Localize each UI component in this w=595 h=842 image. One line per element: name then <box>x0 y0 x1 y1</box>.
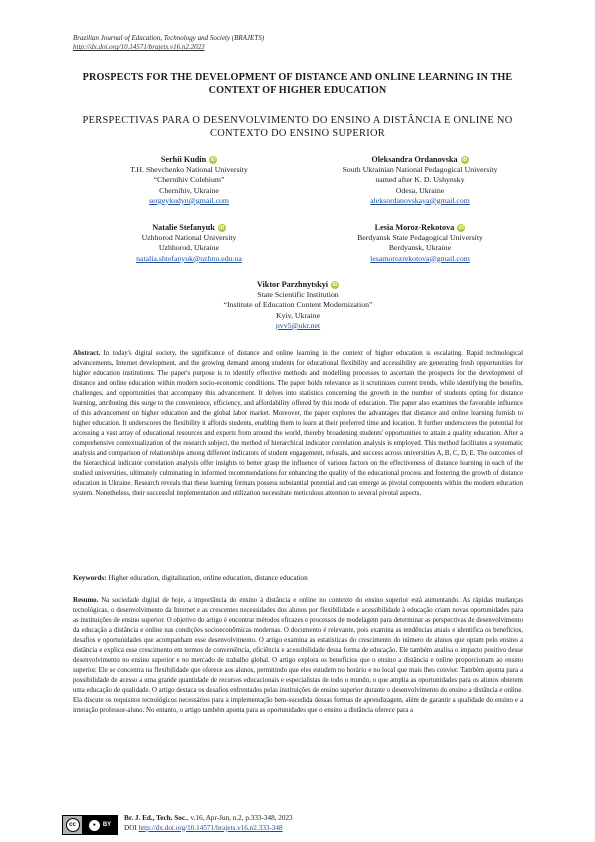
author-email-link[interactable]: pvv5@ukr.net <box>275 320 321 330</box>
author-affiliation-line: Berdyansk, Ukraine <box>388 243 452 253</box>
cc-by-icon[interactable] <box>62 815 118 835</box>
keywords-label: Keywords: <box>73 574 107 582</box>
journal-doi-link[interactable]: http://dx.doi.org/10.14571/brajets.v16.n2.2023 <box>73 43 205 51</box>
title-english: PROSPECTS FOR THE DEVELOPMENT OF DISTANCE AND ONLINE LEARNING IN THE CONTEXT OF HIGHER EDUCATION <box>82 72 513 97</box>
keywords-section <box>73 573 523 583</box>
author-affiliation-line: State Scientific Institution <box>257 290 339 300</box>
person-icon: ● <box>89 820 100 831</box>
author-affiliation-line: named after K. D. Ushynsky <box>375 175 465 185</box>
resumo-section <box>73 596 523 716</box>
author-affiliation-line: Berdyansk State Pedagogical University <box>357 233 483 243</box>
abstract-text: In today's digital society, the significance of distance and online learning in the context of higher education is escalating. Rapid technological advancements, Internet development, and the growing demand among students for educational flexibility and accessibility are generating fresh opportunities for higher education institutions. The paper's purpose is to identify effective methods and modelling processes to ascertain the prospects for the development of distance and online education within modern socio-economic conditions. The paper holds relevance as it scrutinizes current trends, while identifying the benefits, challenges, and opportunities that accompany this advancement. It delves into statistics concerning the growth in the number of students opting for distance learning, attributing this surge to the convenience, efficiency, and affordability offered by this mode of education. The paper also examines the favorable influence of this advancement on higher education and the global labor market. Moreover, the paper explores the advantages that distance and online learning furnish to higher education. It underscores the flexibility it affords students, enabling them to learn at their preferred time and location. It further underscores the potential for accessing a vast array of educational resources and experts from around the world, thereby broadening students' opportunities to attain a quality education. After a comprehensive contextualization of the research subject, the method of hierarchical indicator correlation analysis is employed. This method facilitates a systematic analysis and comparison of relationships among different indicators of student engagement, refusals, and success across universities A, B, C, D, E. The outcomes of the hierarchical indicator correlation analysis offer insights to better grasp the influence of various factors on the effectiveness of distance learning in each of the studied universities, ultimately culminating in informed recommendations for enhancing the quality of the educational process and fostering the growth of distance education in Ukraine. Research reveals that these learning formats possess substantial potential and can emerge as pivotal components within the modern education system. Nonetheless, their successful implementation and utilization necessitate meticulous attention to several pivotal aspects. <box>73 350 523 497</box>
author-affiliation-line: Uzhhorod National University <box>141 233 237 243</box>
journal-abbreviation: Br. J. Ed., Tech. Soc. <box>124 814 187 822</box>
author-email-link[interactable]: natalia.shtefanyuk@uzhnu.edu.ua <box>136 253 242 263</box>
by-label: BY <box>102 822 112 828</box>
citation-block <box>124 814 293 833</box>
author-block <box>310 223 530 264</box>
cc-circle-icon: cc <box>66 818 80 832</box>
author-name: Viktor Parzhnytskyi iD <box>256 280 338 289</box>
author-email-link[interactable]: aleksordanovskaya@gmail.com <box>370 195 470 205</box>
author-name: Lesia Moroz-Rekotova iD <box>374 223 464 232</box>
author-email-link[interactable]: lesamorozrekotova@gmail.com <box>370 253 470 263</box>
citation-details: , v.16, Apr-Jun, n.2, p.333-348, 2023 <box>186 814 293 822</box>
page-footer <box>62 815 532 839</box>
author-name: Oleksandra Ordanovska iD <box>371 155 468 164</box>
journal-header <box>73 34 533 52</box>
author-block <box>94 155 284 206</box>
author-block <box>94 223 284 264</box>
abstract-section <box>73 349 523 499</box>
by-panel <box>83 816 117 834</box>
author-email-link[interactable]: sergeykudyn@gmail.com <box>148 195 229 205</box>
author-block <box>310 155 530 206</box>
author-name: Serhii Kudin iD <box>160 155 216 164</box>
cc-logo-panel <box>63 816 83 834</box>
orcid-icon[interactable]: iD <box>210 157 216 164</box>
orcid-icon[interactable]: iD <box>458 225 464 232</box>
keywords-text: Higher education, digitalization, online education, distance education <box>108 574 308 582</box>
doi-label: DOI <box>124 823 137 832</box>
title-portuguese: PERSPECTIVAS PARA O DESENVOLVIMENTO DO ENSINO A DISTÂNCIA E ONLINE NO CONTEXTO DO ENSINO SUPERIOR <box>82 115 513 140</box>
author-affiliation-line: “Chernihiv Colehium” <box>153 175 225 185</box>
author-affiliation-line: Chernihiv, Ukraine <box>159 185 219 195</box>
orcid-icon[interactable]: iD <box>332 282 338 289</box>
author-affiliation-line: “Institute of Education Content Modernization” <box>223 300 373 310</box>
abstract-label: Abstract. <box>73 350 101 357</box>
orcid-icon[interactable]: iD <box>462 157 468 164</box>
author-affiliation-line: T.H. Shevchenko National University <box>130 165 248 175</box>
author-name: Natalie Stefanyuk iD <box>152 223 225 232</box>
journal-name: Brazilian Journal of Education, Technology and Society (BRAJETS) <box>73 34 265 42</box>
resumo-text: Na sociedade digital de hoje, a importância do ensino à distância e online no contexto do ensino superior está aumentando. As rápidas mudanças tecnológicas, o desenvolvimento da Internet e as crescentes necessidades dos alunos por flexibilidade e acessibilidade à educação criam novas oportunidades para as instituições de ensino superior. O objetivo do artigo é encontrar métodos eficazes e processos de modelagem para determinar as perspectivas de desenvolvimento da educação a distância e online nas condições socioeconômicas modernas. O documento é relevante, pois examina as tendências atuais e identifica os benefícios, desafios e oportunidades que acompanham esse desenvolvimento. O artigo examina as estatísticas do crescimento do número de alunos que optam pelo ensino a distância e explica esse crescimento em termos de conveniência, eficiência e acessibilidade dessa forma de educação. Ele também analisa o impacto positivo desse desenvolvimento no ensino superior e no mercado de trabalho global. O artigo explora os benefícios que o ensino a distância e online proporcionam ao ensino superior. Ele se concentra na flexibilidade que oferece aos alunos, permitindo que eles estudem no horário e no local que mais lhes convier. Também aponta para a possibilidade de acesso a uma grande quantidade de recursos educacionais e especialistas de todo o mundo, o que amplia as oportunidades para os alunos obterem uma educação de qualidade. O artigo destaca os desafios enfrentados pelas instituições de ensino superior durante o desenvolvimento do ensino a distância e online. Ela discute os requisitos tecnológicos necessários para a implementação bem-sucedida dessas formas de aprendizagem, além de garantir a qualidade do ensino e a interação professor-aluno. No entanto, o artigo também aponta para as oportunidades que o ensino a distância oferece para a <box>73 597 523 714</box>
orcid-icon[interactable]: iD <box>219 225 225 232</box>
doi-link[interactable]: http://dx.doi.org/10.14571/brajets.v16.n2.333-348 <box>138 823 283 832</box>
author-affiliation-line: South Ukrainian National Pedagogical University <box>342 165 498 175</box>
author-affiliation-line: Kyiv, Ukraine <box>275 310 321 320</box>
author-affiliation-line: Odesa, Ukraine <box>395 185 445 195</box>
author-block <box>168 280 428 331</box>
author-affiliation-line: Uzhhorod, Ukraine <box>158 243 220 253</box>
resumo-label: Resumo. <box>73 597 99 604</box>
